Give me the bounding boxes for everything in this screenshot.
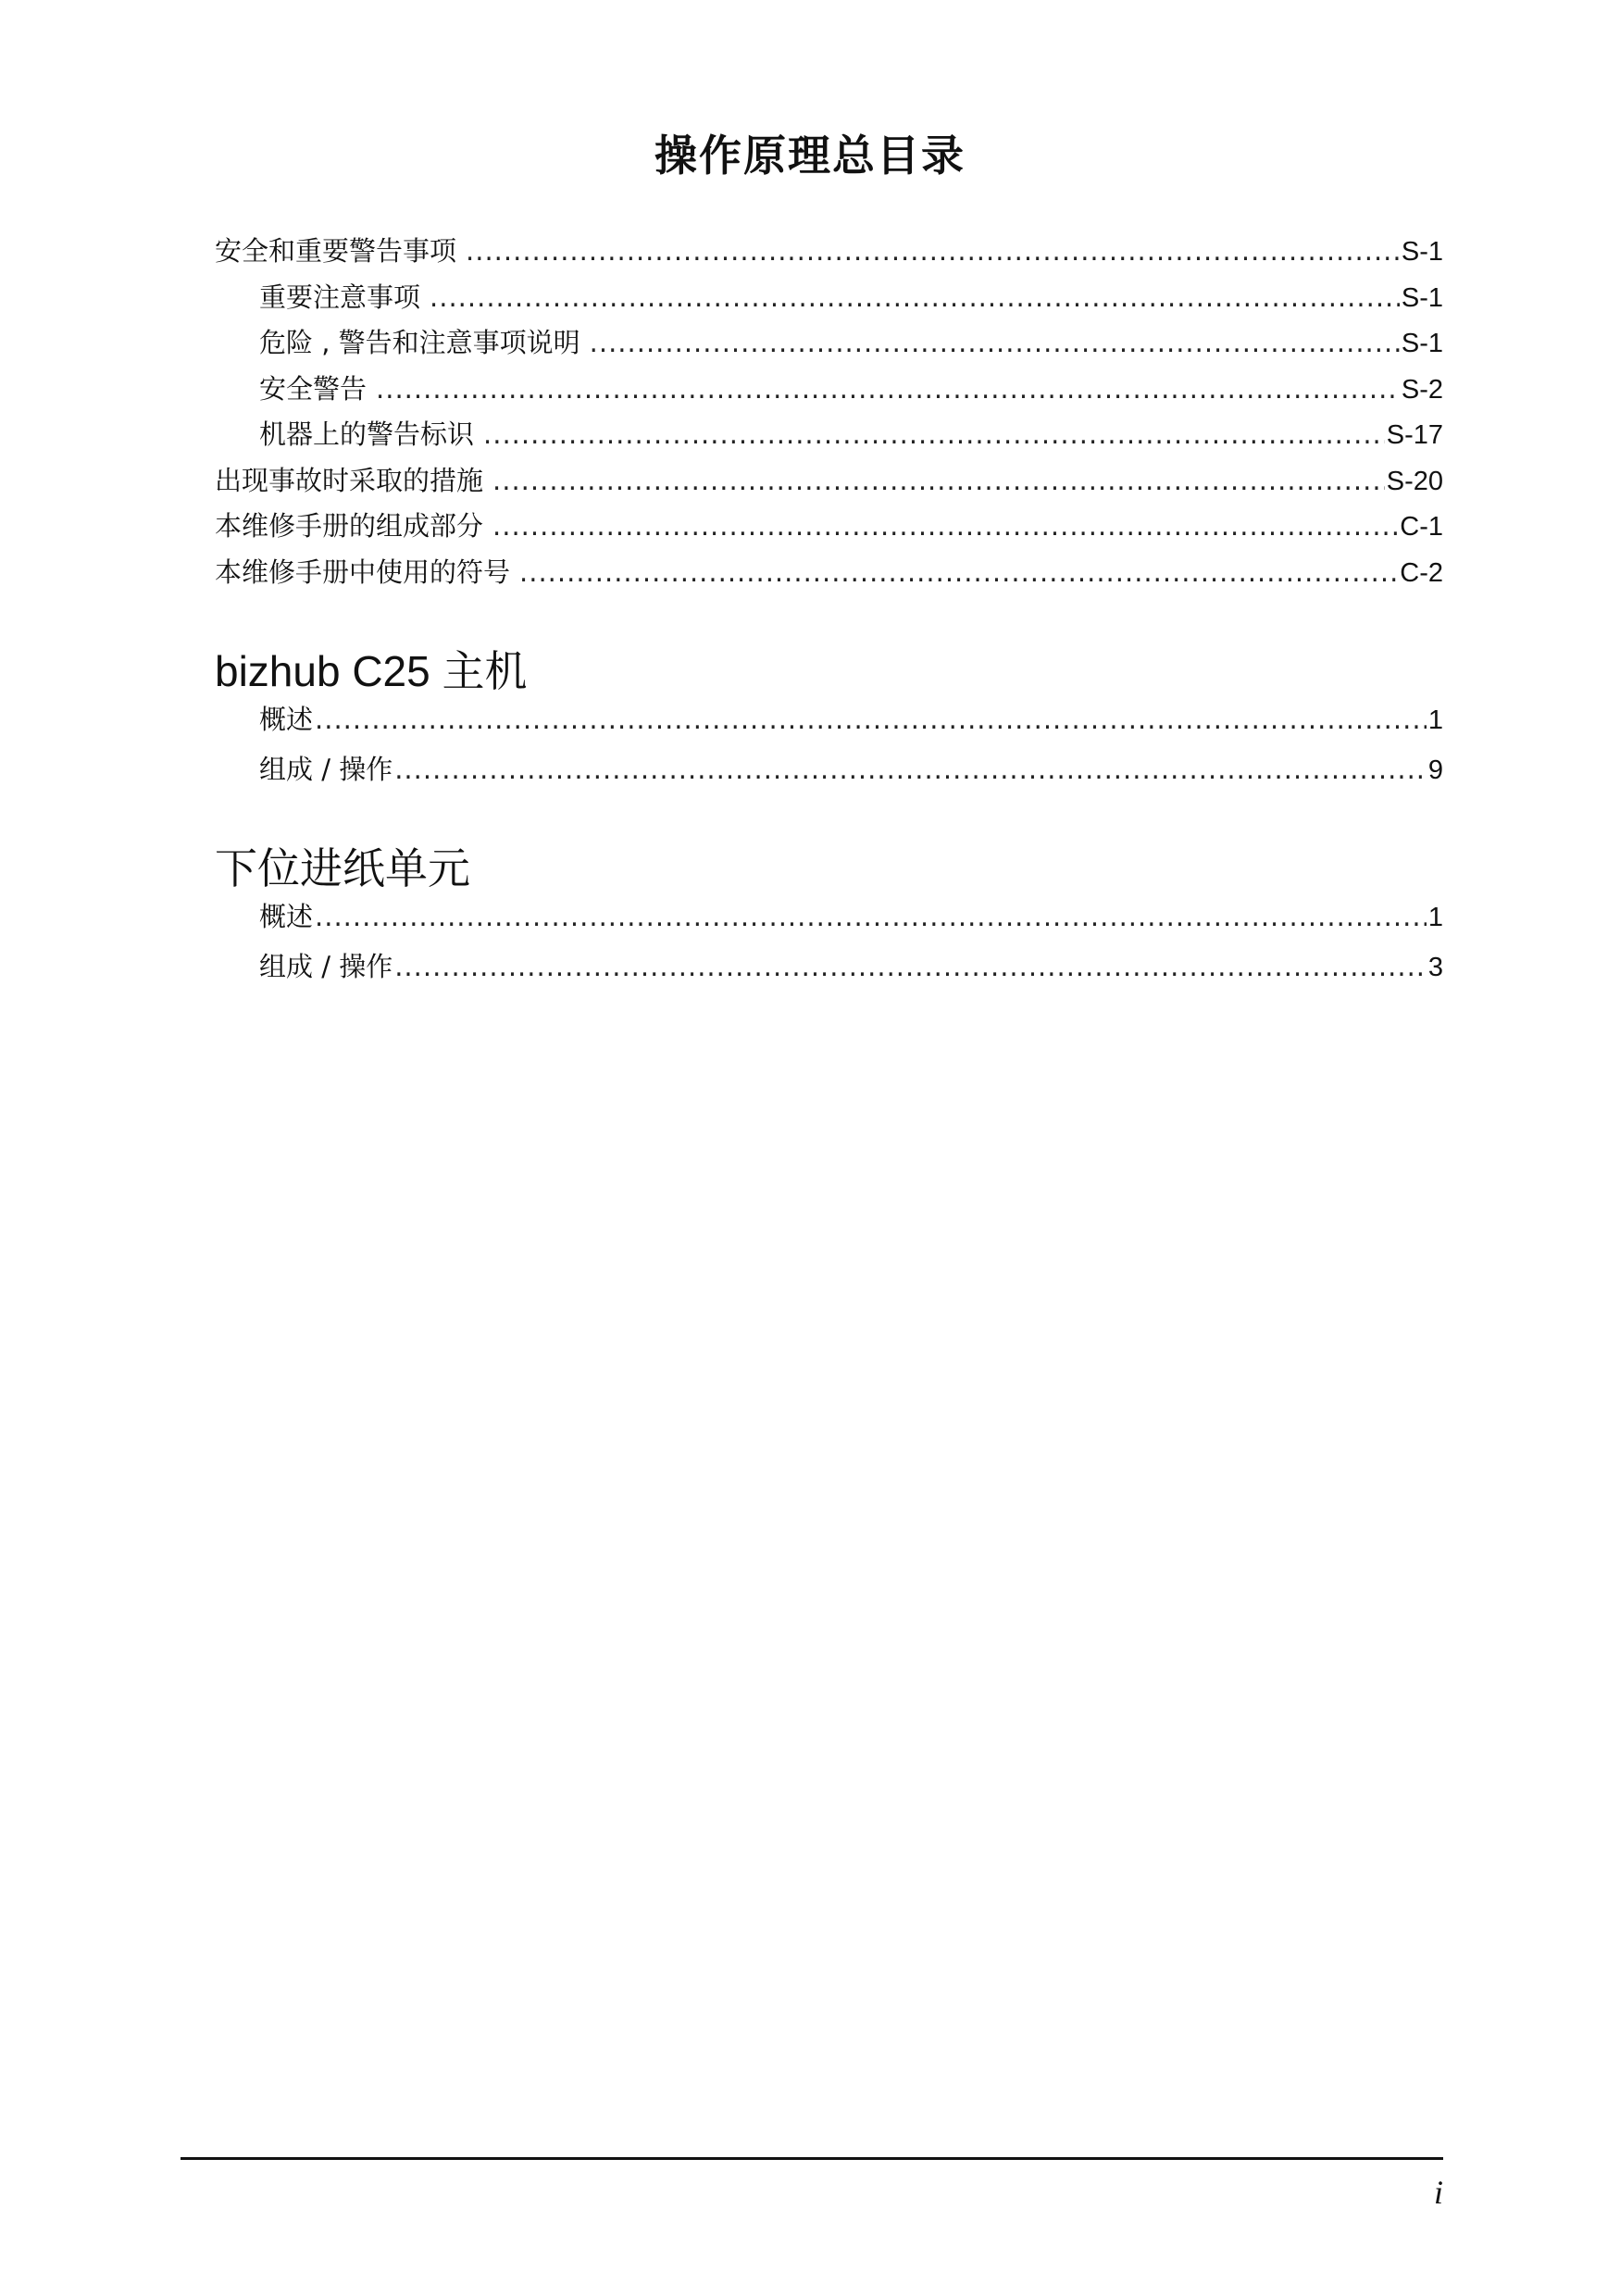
toc-entry-manual-composition[interactable] (215, 504, 1443, 550)
toc-entry-label: 组成 / 操作 (259, 754, 393, 785)
dot-leader (315, 892, 1427, 942)
toc-section-lower-feed-unit (215, 892, 1443, 992)
dot-leader (492, 458, 1385, 505)
toc-entry-page: S-1 (1401, 329, 1443, 358)
toc-entry-page: S-1 (1401, 237, 1443, 267)
toc-entry-label: 安全警告 (259, 372, 368, 405)
toc-entry-label: 重要注意事项 (259, 281, 421, 313)
footer-page-number: i (1433, 2174, 1443, 2211)
toc-entry-page: S-1 (1401, 282, 1443, 313)
toc-entry-label: 安全和重要警告事项 (215, 235, 457, 267)
toc-entry-page: C-1 (1400, 512, 1443, 542)
dot-leader (483, 412, 1385, 458)
toc-entry-page: 1 (1427, 705, 1443, 735)
toc-entry-page: C-2 (1400, 557, 1443, 588)
toc-entry-page: S-20 (1386, 466, 1443, 496)
toc-entry-page: 9 (1427, 755, 1443, 785)
toc-entry-symbols[interactable] (215, 550, 1443, 596)
toc-section-main-unit (215, 694, 1443, 794)
section-heading-main-unit: bizhub C25 主机 (215, 647, 528, 695)
toc-entry-composition-operation[interactable] (215, 942, 1443, 992)
toc-entry-label: 危险 , 警告和注意事项说明 (259, 327, 580, 358)
toc-entry-overview[interactable] (215, 892, 1443, 942)
toc-entry-safety-warnings[interactable] (215, 367, 1443, 413)
toc-entry-label: 本维修手册中使用的符号 (215, 555, 511, 588)
toc-entry-label: 概述 (259, 704, 314, 735)
section-heading-lower-feed-unit: 下位进纸单元 (215, 844, 470, 892)
toc-entry-page: S-17 (1386, 420, 1443, 450)
dot-leader (430, 275, 1400, 321)
toc-entry-page: 1 (1427, 903, 1443, 932)
dot-leader (376, 367, 1400, 413)
dot-leader (466, 229, 1400, 275)
dot-leader (394, 744, 1427, 794)
dot-leader (315, 694, 1427, 744)
toc-entry-label: 组成 / 操作 (259, 951, 393, 982)
toc-entry-important-notes[interactable] (215, 275, 1443, 321)
dot-leader (492, 504, 1398, 550)
toc-entry-overview[interactable] (215, 694, 1443, 744)
toc-entry-page: S-2 (1401, 374, 1443, 405)
toc-entry-composition-operation[interactable] (215, 744, 1443, 794)
toc-entry-danger-warning[interactable] (215, 320, 1443, 367)
footer-rule (181, 2157, 1443, 2160)
toc-entry-warning-labels[interactable] (215, 412, 1443, 458)
dot-leader (394, 942, 1427, 992)
toc-entry-label: 出现事故时采取的措施 (215, 464, 484, 496)
dot-leader (590, 320, 1400, 367)
toc-entry-label: 概述 (259, 901, 314, 932)
dot-leader (519, 550, 1398, 596)
toc-entry-safety[interactable] (215, 229, 1443, 275)
toc-entry-label: 本维修手册的组成部分 (215, 510, 484, 542)
toc-entry-accident-measures[interactable] (215, 458, 1443, 505)
toc-entry-label: 机器上的警告标识 (259, 418, 475, 450)
toc-entry-page: 3 (1427, 953, 1443, 982)
page-title: 操作原理总目录 (654, 131, 966, 181)
toc-front-matter (215, 229, 1443, 595)
